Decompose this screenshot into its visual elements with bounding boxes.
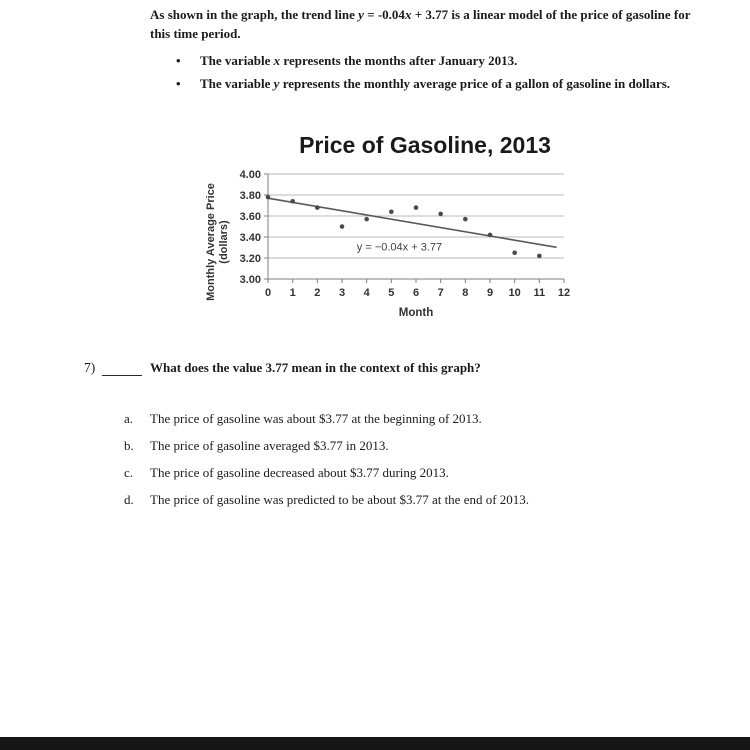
choice-letter: d. [124, 492, 134, 507]
svg-text:Month: Month [398, 307, 434, 319]
intro-part1: As shown in the graph, the trend line [150, 7, 359, 22]
answer-blank [102, 362, 142, 376]
variable-x: x [404, 7, 412, 22]
choice-letter: c. [124, 465, 134, 480]
svg-text:9: 9 [486, 287, 494, 299]
choice-text: The price of gasoline was about $3.77 at the beginning of 2013. [150, 411, 482, 426]
svg-text:7: 7 [437, 287, 444, 299]
svg-text:0: 0 [264, 287, 272, 299]
choice-list [124, 410, 684, 518]
svg-text:10: 10 [508, 287, 521, 299]
choice-text: The price of gasoline decreased about $3.77 during 2013. [150, 465, 449, 480]
choice-letter: b. [124, 438, 134, 453]
svg-text:y = −0.04x + 3.77: y = −0.04x + 3.77 [356, 241, 443, 254]
question-number: 7) [84, 360, 96, 375]
choice-d [124, 491, 684, 508]
svg-text:11: 11 [533, 287, 546, 299]
intro-paragraph [150, 5, 692, 43]
svg-text:4.00: 4.00 [239, 169, 261, 181]
choice-a [124, 410, 684, 427]
bullet-item-y [176, 75, 692, 93]
choice-b [124, 437, 684, 454]
svg-text:3.40: 3.40 [239, 232, 261, 244]
bullet-item-x [176, 52, 692, 70]
svg-text:2: 2 [314, 287, 321, 299]
bullet-list [176, 52, 692, 98]
svg-text:3.20: 3.20 [239, 253, 261, 265]
svg-text:5: 5 [388, 287, 395, 299]
bullet-icon: • [176, 53, 181, 68]
variable-y: y [358, 7, 364, 22]
svg-text:8: 8 [462, 287, 469, 299]
svg-text:3: 3 [338, 287, 346, 299]
question-text: What does the value 3.77 mean in the context of this graph? [150, 360, 481, 375]
bullet-icon: • [176, 76, 181, 91]
svg-text:6: 6 [412, 287, 420, 299]
svg-text:3.00: 3.00 [239, 274, 261, 286]
plot-svg [223, 166, 623, 336]
chart-title: Price of Gasoline, 2013 [299, 132, 551, 158]
bottom-bar [0, 737, 750, 750]
gasoline-price-chart [195, 132, 635, 347]
choice-text: The price of gasoline was predicted to be about $3.77 at the end of 2013. [150, 492, 530, 507]
choice-text: The price of gasoline averaged $3.77 in 2013. [150, 438, 389, 453]
intro-part2: = -0.04 [363, 7, 405, 22]
bullet-text: The variable y represents the monthly average price of a gallon of gasoline in dollars. [200, 76, 671, 91]
svg-text:3.80: 3.80 [239, 190, 261, 202]
svg-text:1: 1 [289, 287, 296, 299]
choice-c [124, 464, 684, 481]
svg-text:3.60: 3.60 [239, 211, 261, 223]
svg-text:12: 12 [557, 287, 571, 299]
intro-part3: + 3.77 is a linear model of the price of gasoline for this time period. [150, 7, 691, 41]
bullet-text: The variable x represents the months after January 2013. [200, 53, 518, 68]
svg-text:4: 4 [363, 287, 370, 299]
choice-letter: a. [124, 411, 134, 426]
y-axis-title: Monthly Average Price (dollars) [205, 183, 230, 301]
